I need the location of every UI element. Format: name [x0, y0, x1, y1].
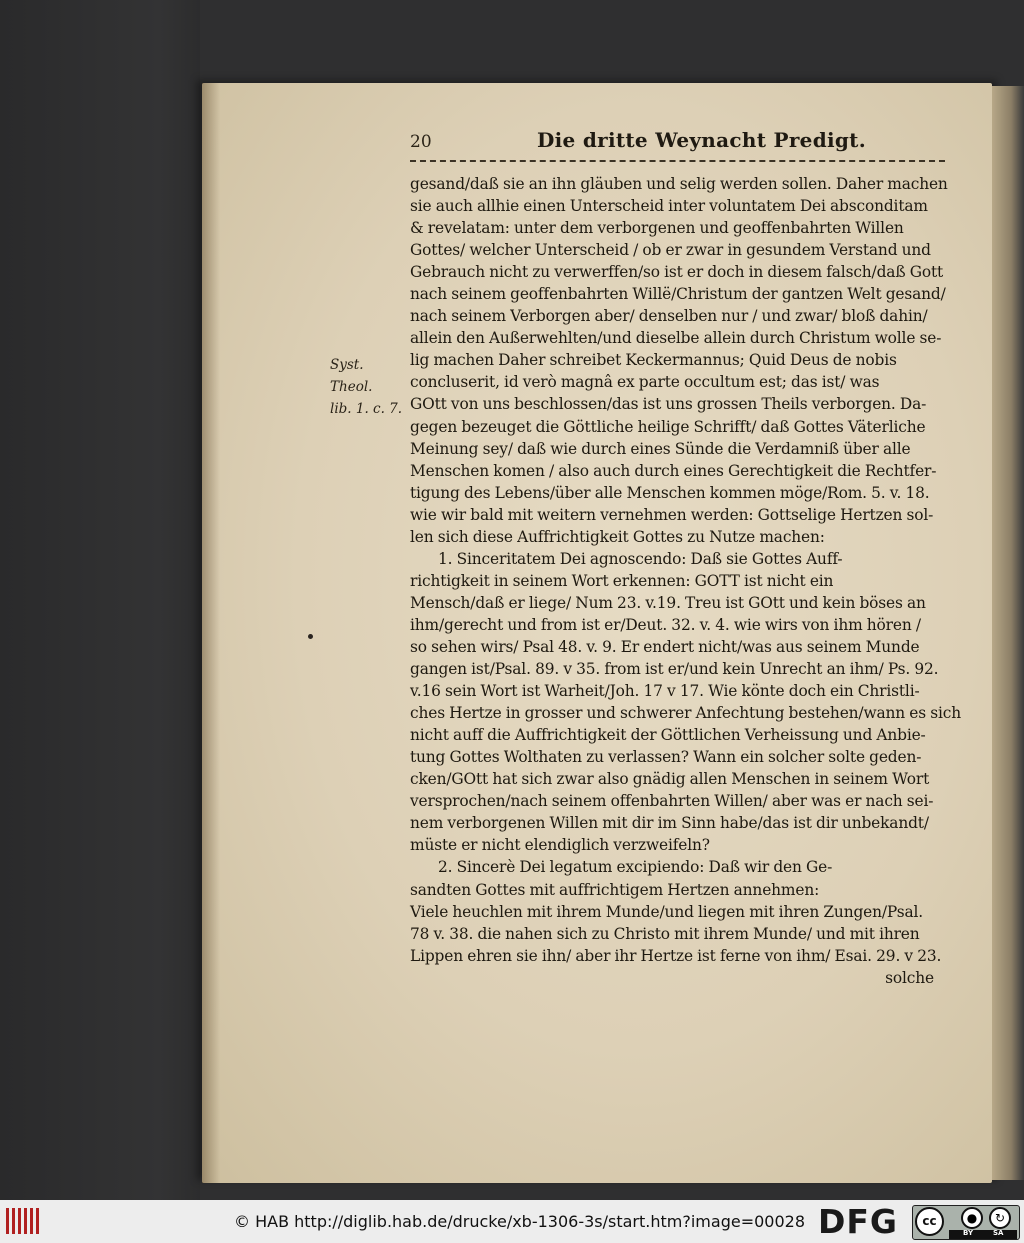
margin-note-line: Syst. Theol.	[330, 357, 373, 395]
text-line: Mensch/daß er liege/ Num 23. v.19. Treu ist GOtt und kein böses an	[410, 593, 926, 612]
ink-dot	[308, 634, 313, 639]
text-line: concluserit, id verò magnâ ex parte occultum est; das ist/ was	[410, 373, 880, 392]
cc-sa-label: SA	[993, 1229, 1004, 1237]
margin-note	[330, 354, 408, 420]
text-line: gegen bezeuget die Göttliche heilige Schrifft/ daß Gottes Väterliche	[410, 417, 926, 436]
library-logo-icon	[6, 1208, 40, 1234]
text-line: nem verborgenen Willen mit dir im Sinn habe/das ist dir unbekandt/	[410, 814, 929, 833]
cc-license-badge[interactable]	[912, 1205, 1020, 1240]
text-line: 1. Sinceritatem Dei agnoscendo: Daß sie Gottes Auff-	[438, 549, 843, 568]
body-text	[410, 173, 961, 989]
page-number: 20	[410, 132, 432, 152]
text-line: tung Gottes Wolthaten zu verlassen? Wann ein solcher solte geden-	[410, 748, 922, 767]
cc-by-label: BY	[963, 1229, 974, 1237]
catchword: solche	[885, 968, 934, 987]
text-line: müste er nicht elendiglich verzweifeln?	[410, 836, 710, 855]
text-line: so sehen wirs/ Psal 48. v. 9. Er endert nicht/was aus seinem Munde	[410, 637, 920, 656]
text-line: v.16 sein Wort ist Warheit/Joh. 17 v 17. Wie könte doch ein Christli-	[410, 682, 920, 701]
attribution-icon: ●	[961, 1207, 983, 1229]
viewer-footer	[0, 1200, 1024, 1243]
text-line: Gottes/ welcher Unterscheid / ob er zwar in gesundem Verstand und	[410, 241, 931, 260]
text-line: ihm/gerecht und from ist er/Deut. 32. v. 4. wie wirs von ihm hören /	[410, 615, 921, 634]
text-line: richtigkeit in seinem Wort erkennen: GOTT ist nicht ein	[410, 571, 834, 590]
text-line: 78 v. 38. die nahen sich zu Christo mit ihrem Munde/ und mit ihren	[410, 924, 920, 943]
text-line: Menschen komen / also auch durch eines Gerechtigkeit die Rechtfer-	[410, 461, 937, 480]
text-line: tigung des Lebens/über alle Menschen kommen möge/Rom. 5. v. 18.	[410, 483, 930, 502]
text-line: lig machen Daher schreibet Keckermannus; Quid Deus de nobis	[410, 351, 897, 370]
text-line: allein den Außerwehlten/und dieselbe allein durch Christum wolle se-	[410, 329, 942, 348]
text-line: sandten Gottes mit auffrichtigem Hertzen annehmen:	[410, 880, 820, 899]
page-edge	[992, 86, 1024, 1180]
left-background	[0, 0, 200, 1200]
text-line: sie auch allhie einen Unterscheid inter voluntatem Dei absconditam	[410, 197, 928, 216]
margin-note-line: lib. 1. c. 7.	[330, 401, 403, 417]
text-line: len sich diese Auffrichtigkeit Gottes zu Nutze machen:	[410, 527, 825, 546]
text-line: & revelatam: unter dem verborgenen und geoffenbahrten Willen	[410, 219, 904, 238]
running-title: Die dritte Weynacht Predigt.	[537, 128, 866, 152]
text-line: nicht auff die Auffrichtigkeit der Göttlichen Verheissung und Anbie-	[410, 726, 926, 745]
text-line: Lippen ehren sie ihn/ aber ihr Hertze ist ferne von ihm/ Esai. 29. v 23.	[410, 946, 942, 965]
cc-icon: cc	[915, 1207, 944, 1236]
text-line: gesand/daß sie an ihn gläuben und selig werden sollen. Daher machen	[410, 175, 948, 193]
text-line: Meinung sey/ daß wie durch eines Sünde die Verdamniß über alle	[410, 439, 911, 458]
text-line: GOtt von uns beschlossen/das ist uns grossen Theils verborgen. Da-	[410, 395, 927, 414]
share-alike-icon: ↻	[989, 1207, 1011, 1229]
text-line: 2. Sincerè Dei legatum excipiendo: Daß wir den Ge-	[438, 858, 833, 877]
header-rule	[410, 160, 945, 162]
text-line: versprochen/nach seinem offenbahrten Willen/ aber was er nach sei-	[410, 792, 934, 811]
dfg-logo: DFG	[818, 1202, 899, 1241]
text-line: ches Hertze in grosser und schwerer Anfechtung bestehen/wann es sich	[410, 704, 961, 723]
page-header	[410, 128, 940, 168]
text-line: nach seinem geoffenbahrten Willë/Christum der gantzen Welt gesand/	[410, 285, 946, 304]
text-line: Viele heuchlen mit ihrem Munde/und liegen mit ihren Zungen/Psal.	[410, 902, 923, 921]
text-line: gangen ist/Psal. 89. v 35. from ist er/und kein Unrecht an ihm/ Ps. 92.	[410, 660, 939, 679]
text-line: cken/GOtt hat sich zwar also gnädig allen Menschen in seinem Wort	[410, 770, 930, 789]
text-line: Gebrauch nicht zu verwerffen/so ist er doch in diesem falsch/daß Gott	[410, 263, 944, 282]
text-line: wie wir bald mit weitern vernehmen werden: Gottselige Hertzen sol-	[410, 505, 934, 524]
text-line: nach seinem Verborgen aber/ denselben nur / und zwar/ bloß dahin/	[410, 307, 928, 326]
attribution-text: © HAB http://diglib.hab.de/drucke/xb-1306-3s/start.htm?image=00028	[234, 1212, 805, 1231]
license-strip	[949, 1230, 1017, 1239]
